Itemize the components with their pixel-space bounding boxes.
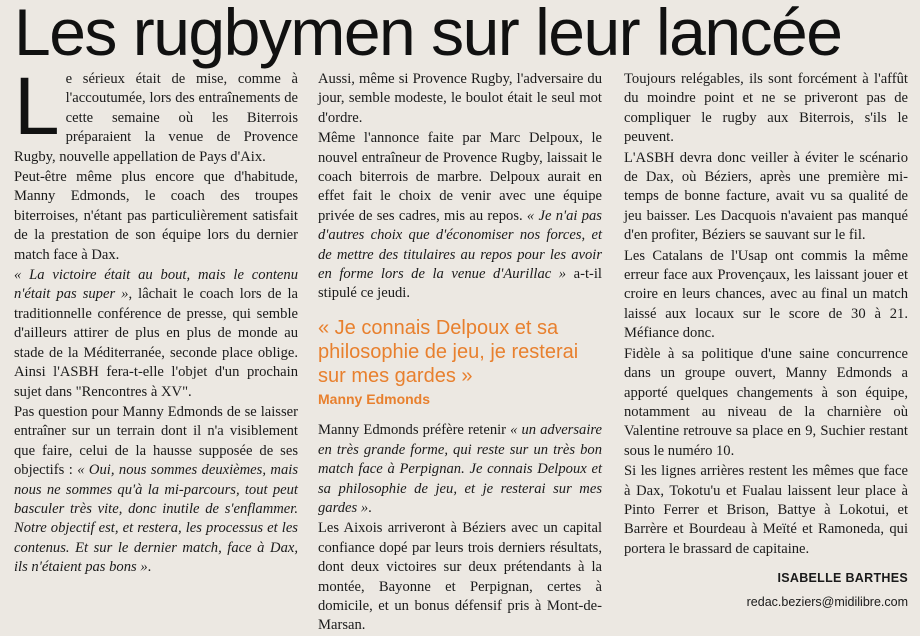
quote-text: « Je n'ai pas d'autres choix que d'économiser nos forces, et de mettre des titulaires au repos pour les avoir en forme lors de la venue d'Aurillac » bbox=[318, 207, 602, 283]
article-column-1 bbox=[14, 61, 298, 578]
drop-cap: L bbox=[14, 61, 60, 152]
paragraph: Les Aixois arriveront à Béziers avec un capital confiance dopé par leurs trois derniers résultats, dont deux victoires sur deux prétendants à la montée, Bayonne et Perpignan, certes à domicile, et un bonus défensif pris à Mont-de-Marsan. bbox=[318, 520, 602, 634]
paragraph bbox=[318, 421, 602, 518]
pull-quote-author: Manny Edmonds bbox=[318, 390, 431, 407]
author-byline: ISABELLE BARTHES bbox=[777, 571, 908, 586]
quote-text: « un adversaire en très grande forme, qui reste sur un très bon match face à Perpignan. Je connais Delpoux et sa philosophie de jeu, et je resterai sur mes gardes » bbox=[318, 422, 602, 516]
paragraph: Les Catalans de l'Usap ont commis la même erreur face aux Provençaux, les laissant jouer et croire en leurs chances, avec au final un match laissé aux locaux sur le score de 30 à 21. Méfiance donc. bbox=[624, 247, 908, 342]
paragraph-text: e sérieux était de mise, comme à l'accoutumée, lors des entraînements de cette semaine où les Biterrois préparaient la venue de Provence Rugby, nouvelle appellation de Pays d'Aix. bbox=[14, 71, 298, 165]
paragraph bbox=[14, 266, 298, 402]
article-column-2 bbox=[318, 70, 602, 636]
author-email: redac.beziers@midilibre.com bbox=[746, 594, 908, 609]
paragraph-text: , lâchait le coach lors de la traditionnelle conférence de presse, qui semble d'ailleurs attirer de plus en plus de monde au stade de la Méditerranée, seconde place oblige. Ainsi l'ASBH fera-t-elle l'objet d'un prochain sujet dans "Rencontres à XV". bbox=[14, 286, 298, 400]
paragraph bbox=[318, 129, 602, 304]
paragraph: L'ASBH devra donc veiller à éviter le scénario de Dax, où Béziers, après une première mi-temps de bonne facture, avait vu sa qualité de jeu baisser. Les Dacquois n'avaient pas manqué d'en profiter, Béziers se sauvant sur le fil. bbox=[624, 149, 908, 244]
pull-quote-text: « Je connais Delpoux et sa philosophie de jeu, je resterai sur mes gardes » bbox=[318, 316, 579, 387]
article-column-3 bbox=[624, 70, 908, 612]
paragraph-text: Manny Edmonds préfère retenir bbox=[318, 422, 511, 439]
paragraph bbox=[14, 403, 298, 578]
paragraph: Si les lignes arrières restent les mêmes que face à Dax, Tokotu'u et Fualau laissent leur place à Pinto Ferrer et Brison, Battye à Lokotui, et Barrère et Bourdeau à Meïté et Ramoneda, qui portera le brassard de capitaine. bbox=[624, 463, 908, 557]
paragraph: Peut-être même plus encore que d'habitude, Manny Edmonds, le coach des troupes biterroises, n'étant pas particulièrement satisfait de la prestation de son équipe lors du dernier match face à Dax. bbox=[14, 169, 298, 263]
paragraph: Aussi, même si Provence Rugby, l'adversaire du jour, semble modeste, le boulot était le seul mot d'ordre. bbox=[318, 71, 602, 126]
paragraph-text: . bbox=[147, 559, 152, 576]
paragraph bbox=[14, 61, 298, 167]
quote-text: « La victoire était au bout, mais le contenu n'était pas super » bbox=[14, 267, 298, 303]
paragraph-text: a-t-il stipulé ce jeudi. bbox=[318, 266, 602, 302]
paragraph: Toujours relégables, ils sont forcément à l'affût du moindre point et ne se priveront pas de compliquer le rugby aux Biterrois, s'ils le peuvent. bbox=[624, 71, 908, 146]
quote-text: « Oui, nous sommes deuxièmes, mais nous ne sommes qu'à la mi-parcours, tout peut basculer très vite, donc inutile de s'enflammer. Notre objectif est, et restera, les processus et les contenus. Et sur le dernier match, face à Dax, ils n'étaient pas bons » bbox=[14, 462, 298, 576]
pull-quote bbox=[318, 316, 602, 409]
headline: Les rugbymen sur leur lancée bbox=[14, 0, 842, 69]
paragraph: Fidèle à sa politique d'une saine concurrence dans un groupe ouvert, Manny Edmonds a apporté quelques changements à son équipe, notamment au niveau de la charnière où Valentine retrouve sa place en 9, Suchier restant sous le numéro 10. bbox=[624, 345, 908, 459]
paragraph-text: . bbox=[368, 499, 372, 516]
paragraph-text: Pas question pour Manny Edmonds de se laisser entraîner sur un terrain dont il n'a visiblement que faire, celui de la hausse supposée de ses objectifs : bbox=[14, 403, 298, 479]
paragraph-text: Même l'annonce faite par Marc Delpoux, le nouvel entraîneur de Provence Rugby, laissait le coach biterrois de marbre. Delpoux aurait en effet fait le choix de venir avec une équipe privée de ses cadres, mis au repos. bbox=[318, 130, 602, 224]
